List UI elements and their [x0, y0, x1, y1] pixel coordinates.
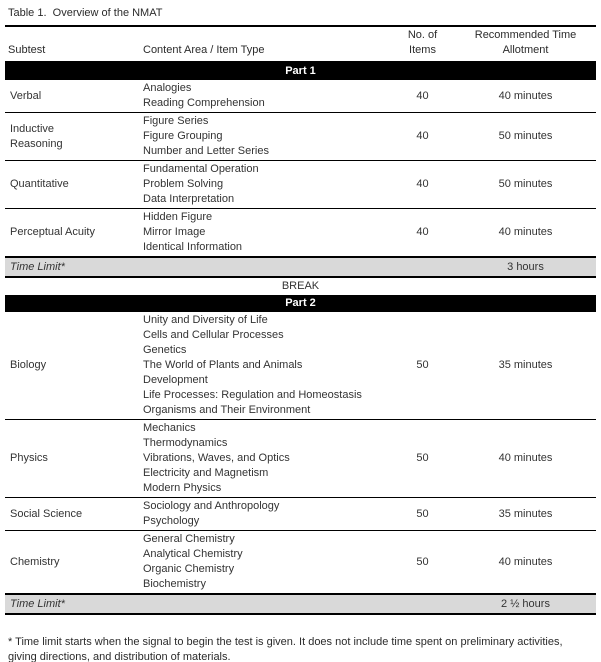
footnote: * Time limit starts when the signal to begin the test is given. It does not include time spent on preliminary activities, giving directions, and distribution of materials.	[8, 636, 563, 662]
time-limit-value: 2 ½ hours	[455, 594, 596, 614]
content-item: Sociology and Anthropology	[143, 500, 280, 512]
items-count: 50	[390, 420, 455, 498]
time-allotment: 50 minutes	[455, 113, 596, 161]
content-item: Vibrations, Waves, and Optics	[143, 452, 290, 464]
content-item: Analytical Chemistry	[143, 548, 243, 560]
content-item: Reading Comprehension	[143, 97, 265, 109]
break-label: BREAK	[281, 280, 320, 292]
table-header-row	[5, 27, 596, 62]
part2-time-limit-row	[5, 594, 596, 614]
content-item: General Chemistry	[143, 533, 235, 545]
table-row-biology	[5, 312, 596, 420]
col-header-items-line1: No. of	[407, 29, 438, 41]
subtest-label: Chemistry	[10, 555, 60, 568]
content-item: Number and Letter Series	[143, 145, 269, 157]
content-item: Organisms and Their Environment	[143, 404, 311, 416]
table-row-chemistry	[5, 531, 596, 595]
content-item: Hidden Figure	[143, 211, 213, 223]
content-item: Identical Information	[143, 241, 243, 253]
col-header-no-of-items	[390, 27, 455, 62]
content-item: Biochemistry	[143, 578, 206, 590]
content-item: Figure Series	[143, 115, 209, 127]
table-title: Table 1. Overview of the NMAT	[5, 4, 596, 27]
table-row-social-science	[5, 498, 596, 531]
content-item: Mechanics	[143, 422, 196, 434]
col-header-time-line1: Recommended Time	[474, 29, 577, 41]
items-count: 40	[390, 80, 455, 113]
time-limit-label: Time Limit*	[5, 257, 455, 277]
items-count: 50	[390, 312, 455, 420]
time-limit-label: Time Limit*	[5, 594, 455, 614]
content-item: Analogies	[143, 82, 192, 94]
col-header-items-line2: Items	[409, 44, 436, 56]
table-row-physics	[5, 420, 596, 498]
content-item: Modern Physics	[143, 482, 222, 494]
time-allotment: 40 minutes	[455, 531, 596, 595]
content-item: Problem Solving	[143, 178, 224, 190]
content-item: Data Interpretation	[143, 193, 235, 205]
subtest-label: Quantitative	[10, 178, 69, 190]
content-item: The World of Plants and Animals	[143, 359, 303, 371]
content-item: Thermodynamics	[143, 437, 228, 449]
subtest-label: Perceptual Acuity	[10, 226, 95, 238]
content-item: Unity and Diversity of Life	[143, 314, 268, 326]
items-count: 50	[390, 498, 455, 531]
col-header-content-area: Content Area / Item Type	[140, 27, 390, 62]
time-allotment: 40 minutes	[455, 420, 596, 498]
items-count: 50	[390, 531, 455, 595]
items-count: 40	[390, 161, 455, 209]
part1-time-limit-row	[5, 257, 596, 277]
part2-label: Part 2	[5, 295, 596, 312]
subtest-label: Verbal	[10, 89, 42, 102]
content-item: Psychology	[143, 515, 200, 527]
col-header-time-allotment	[455, 27, 596, 62]
content-item: Genetics	[143, 344, 187, 356]
content-item: Cells and Cellular Processes	[143, 329, 284, 341]
time-allotment: 40 minutes	[455, 209, 596, 258]
time-limit-value: 3 hours	[455, 257, 596, 277]
col-header-subtest: Subtest	[5, 27, 140, 62]
content-item: Development	[143, 374, 208, 386]
part1-label: Part 1	[5, 62, 596, 80]
subtest-label: Biology	[10, 359, 47, 371]
items-count: 40	[390, 209, 455, 258]
part2-bar	[5, 295, 596, 312]
items-count: 40	[390, 113, 455, 161]
time-allotment: 50 minutes	[455, 161, 596, 209]
time-allotment: 40 minutes	[455, 80, 596, 113]
content-item: Electricity and Magnetism	[143, 467, 269, 479]
part1-bar	[5, 62, 596, 80]
break-row	[5, 277, 596, 295]
content-item: Life Processes: Regulation and Homeostasis	[143, 389, 362, 401]
content-item: Figure Grouping	[143, 130, 223, 142]
nmat-overview-table	[5, 27, 596, 615]
content-item: Mirror Image	[143, 226, 206, 238]
subtest-label: Physics	[10, 452, 48, 464]
table-row-verbal	[5, 80, 596, 113]
table-row-inductive-reasoning	[5, 113, 596, 161]
table-row-quantitative	[5, 161, 596, 209]
table-row-perceptual-acuity	[5, 209, 596, 258]
subtest-label: Social Science	[10, 507, 83, 520]
time-allotment: 35 minutes	[455, 498, 596, 531]
time-allotment: 35 minutes	[455, 312, 596, 420]
document-page	[5, 0, 596, 662]
subtest-label: Inductive Reasoning	[10, 122, 63, 150]
content-item: Fundamental Operation	[143, 163, 259, 175]
col-header-time-line2: Allotment	[502, 44, 549, 56]
content-item: Organic Chemistry	[143, 563, 235, 575]
